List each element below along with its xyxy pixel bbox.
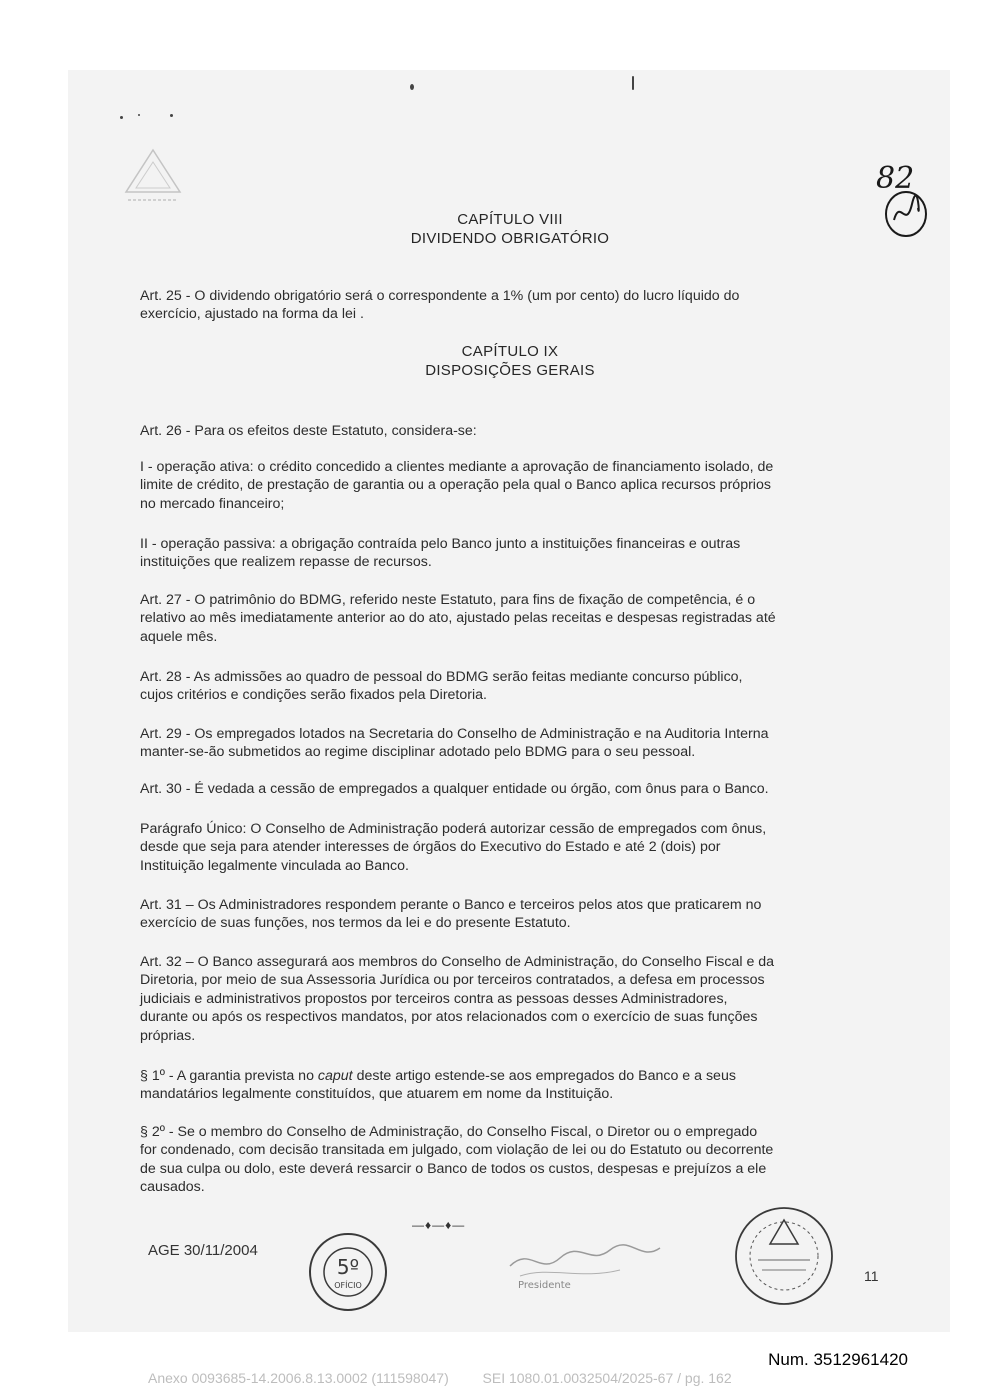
article-32	[140, 953, 882, 1045]
article-28	[140, 668, 882, 705]
text-line: Art. 32 – O Banco assegurará aos membros do Conselho de Administração, do Conselho Fiscal e da	[140, 954, 775, 970]
chapter-9-subtitle: DISPOSIÇÕES GERAIS	[425, 362, 595, 379]
sei-reference: SEI 1080.01.0032504/2025-67 / pg. 162	[482, 1370, 732, 1386]
age-date: AGE 30/11/2004	[148, 1242, 258, 1259]
bdmg-seal-icon	[732, 1204, 836, 1308]
scan-speck	[120, 116, 123, 119]
seal-text: OFÍCIO	[334, 1281, 362, 1290]
article-31	[140, 896, 882, 933]
text-line: manter-se-ão submetidos ao regime disciplinar adotado pelo BDMG para o seu pessoal.	[140, 744, 696, 761]
document-number: Num. 3512961420	[768, 1350, 908, 1369]
text-line: Diretoria, por meio de sua Assessoria Jurídica ou por terceiros contratados, a defesa em processos	[140, 972, 765, 989]
text-line: Art. 28 - As admissões ao quadro de pessoal do BDMG serão feitas mediante concurso público,	[140, 669, 743, 685]
text-line: Art. 26 - Para os efeitos deste Estatuto, considera-se:	[140, 423, 477, 439]
chapter-8-subtitle: DIVIDENDO OBRIGATÓRIO	[410, 230, 610, 247]
handwritten-page-number-icon	[872, 150, 934, 240]
text-line: Art. 30 - É vedada a cessão de empregados a qualquer entidade ou órgão, com ônus para o Banco.	[140, 781, 769, 797]
italic-term: caput	[317, 1068, 353, 1084]
text-line: de sua culpa ou dolo, este deverá ressarcir o Banco de todos os custos, despesas e prejuízos a ele	[140, 1160, 767, 1177]
text-line: for condenado, com decisão transitada em julgado, com violação de lei ou do Estatuto ou decorrente	[140, 1142, 774, 1159]
text-line: no mercado financeiro;	[140, 495, 285, 512]
notary-seal-icon	[302, 1232, 394, 1312]
text-line: Parágrafo Único: O Conselho de Administração poderá autorizar cessão de empregados com ônus,	[140, 821, 767, 837]
text-line: § 2º - Se o membro do Conselho de Administração, do Conselho Fiscal, o Diretor ou o empregado	[140, 1124, 758, 1140]
text-line: durante ou após os respectivos mandatos, por atos relacionados com o exercício de suas funções	[140, 1009, 758, 1026]
text-line: aquele mês.	[140, 628, 218, 645]
chapter-8-title: CAPÍTULO VIII	[457, 211, 563, 228]
seal-number: 5º	[336, 1255, 360, 1279]
signature-caption: Presidente	[518, 1280, 571, 1291]
chapter-9-title: CAPÍTULO IX	[461, 343, 559, 360]
text-line: instituições que realizem repasse de recursos.	[140, 554, 432, 571]
bdmg-logo-icon	[118, 146, 188, 206]
paragraph-2	[140, 1123, 882, 1197]
text-line: Art. 31 – Os Administradores respondem perante o Banco e terceiros pelos atos que praticarem no	[140, 897, 762, 913]
text-line: cujos critérios e condições serão fixados pela Diretoria.	[140, 687, 487, 704]
article-27	[140, 591, 882, 646]
text-line: Art. 25 - O dividendo obrigatório será o correspondente a 1% (um por cento) do lucro líquido do	[140, 288, 740, 304]
paragrafo-unico	[140, 820, 882, 875]
signature-icon	[500, 1236, 670, 1296]
text-line: I - operação ativa: o crédito concedido a clientes mediante a aprovação de financiamento isolado, de	[140, 459, 774, 475]
item-1	[140, 458, 882, 513]
text-line: Instituição legalmente vinculada ao Banco.	[140, 857, 409, 874]
text-fragment: § 1º - A garantia prevista no	[140, 1068, 318, 1084]
text-line: Art. 29 - Os empregados lotados na Secretaria do Conselho de Administração e na Auditoria Interna	[140, 726, 769, 742]
scan-speck	[138, 114, 140, 116]
text-line: relativo ao mês imediatamente anterior ao do ato, ajustado pelas receitas e despesas registradas até	[140, 610, 776, 627]
scan-speck	[632, 76, 634, 90]
text-line: desde que seja para atender interesses de órgãos do Executivo do Estado e até 2 (dois) por	[140, 839, 721, 856]
article-26	[140, 422, 882, 440]
article-30	[140, 780, 882, 798]
item-2	[140, 535, 882, 572]
text-fragment: deste artigo estende-se aos empregados do Banco e a seus	[352, 1068, 736, 1084]
scan-speck	[410, 84, 414, 90]
annex-id: Anexo 0093685-14.2006.8.13.0002 (111598047)	[148, 1370, 449, 1386]
text-line: próprias.	[140, 1027, 196, 1044]
paragraph-1	[140, 1067, 882, 1104]
scan-speck	[170, 114, 173, 117]
text-line: exercício, ajustado na forma da lei .	[140, 306, 364, 323]
text-line: limite de crédito, de prestação de garantia ou a operação pela qual o Banco aplica recursos próprios	[140, 477, 771, 494]
article-25	[140, 287, 882, 324]
article-29	[140, 725, 882, 762]
text-line: causados.	[140, 1179, 205, 1196]
text-line: II - operação passiva: a obrigação contraída pelo Banco junto a instituições financeiras e outras	[140, 536, 741, 552]
separator: —♦—♦—	[412, 1218, 466, 1232]
text-line: judiciais e administrativos propostos por terceiros contra as pessoas desses Administradores,	[140, 990, 728, 1007]
annex-reference	[148, 1370, 732, 1386]
page-number: 11	[864, 1268, 879, 1284]
annotation-text: 82	[876, 161, 915, 196]
text-line	[140, 1067, 882, 1085]
text-line: mandatários legalmente constituídos, que atuarem em nome da Instituição.	[140, 1086, 614, 1103]
text-line: exercício de suas funções, nos termos da lei e do presente Estatuto.	[140, 915, 571, 932]
text-line: Art. 27 - O patrimônio do BDMG, referido neste Estatuto, para fins de fixação de competência, é o	[140, 592, 756, 608]
